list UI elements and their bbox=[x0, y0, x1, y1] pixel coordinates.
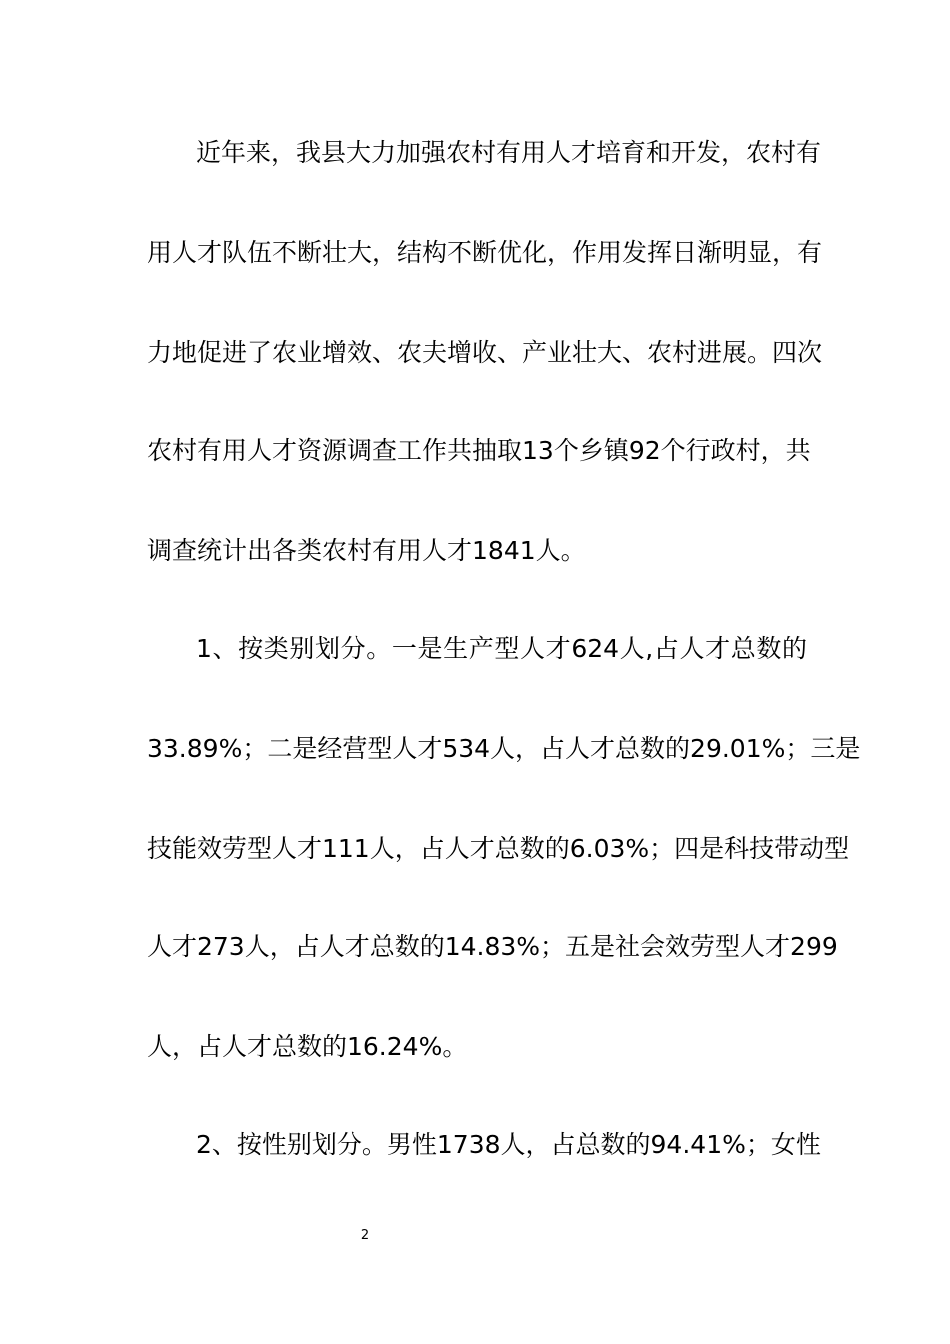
text-line: 1、按类别划分。一是生产型人才624人,占人才总数的 bbox=[196, 634, 807, 663]
text-line: 33.89%；二是经营型人才534人，占人才总数的29.01%；三是 bbox=[147, 734, 861, 763]
text-line: 人，占人才总数的16.24%。 bbox=[147, 1032, 468, 1061]
text-line: 力地促进了农业增效、农夫增收、产业壮大、农村进展。四次 bbox=[147, 338, 823, 367]
text-line: 用人才队伍不断壮大，结构不断优化，作用发挥日渐明显，有 bbox=[147, 238, 823, 267]
text-line: 人才273人，占人才总数的14.83%；五是社会效劳型人才299 bbox=[147, 932, 838, 961]
text-line: 农村有用人才资源调查工作共抽取13个乡镇92个行政村，共 bbox=[147, 436, 811, 465]
text-line: 近年来，我县大力加强农村有用人才培育和开发，农村有 bbox=[196, 138, 822, 167]
page-number: 2 bbox=[360, 1228, 370, 1243]
text-line: 技能效劳型人才111人，占人才总数的6.03%；四是科技带动型 bbox=[147, 834, 850, 863]
text-line: 2、按性别划分。男性1738人，占总数的94.41%；女性 bbox=[196, 1130, 821, 1159]
text-line: 调查统计出各类农村有用人才1841人。 bbox=[147, 536, 586, 565]
